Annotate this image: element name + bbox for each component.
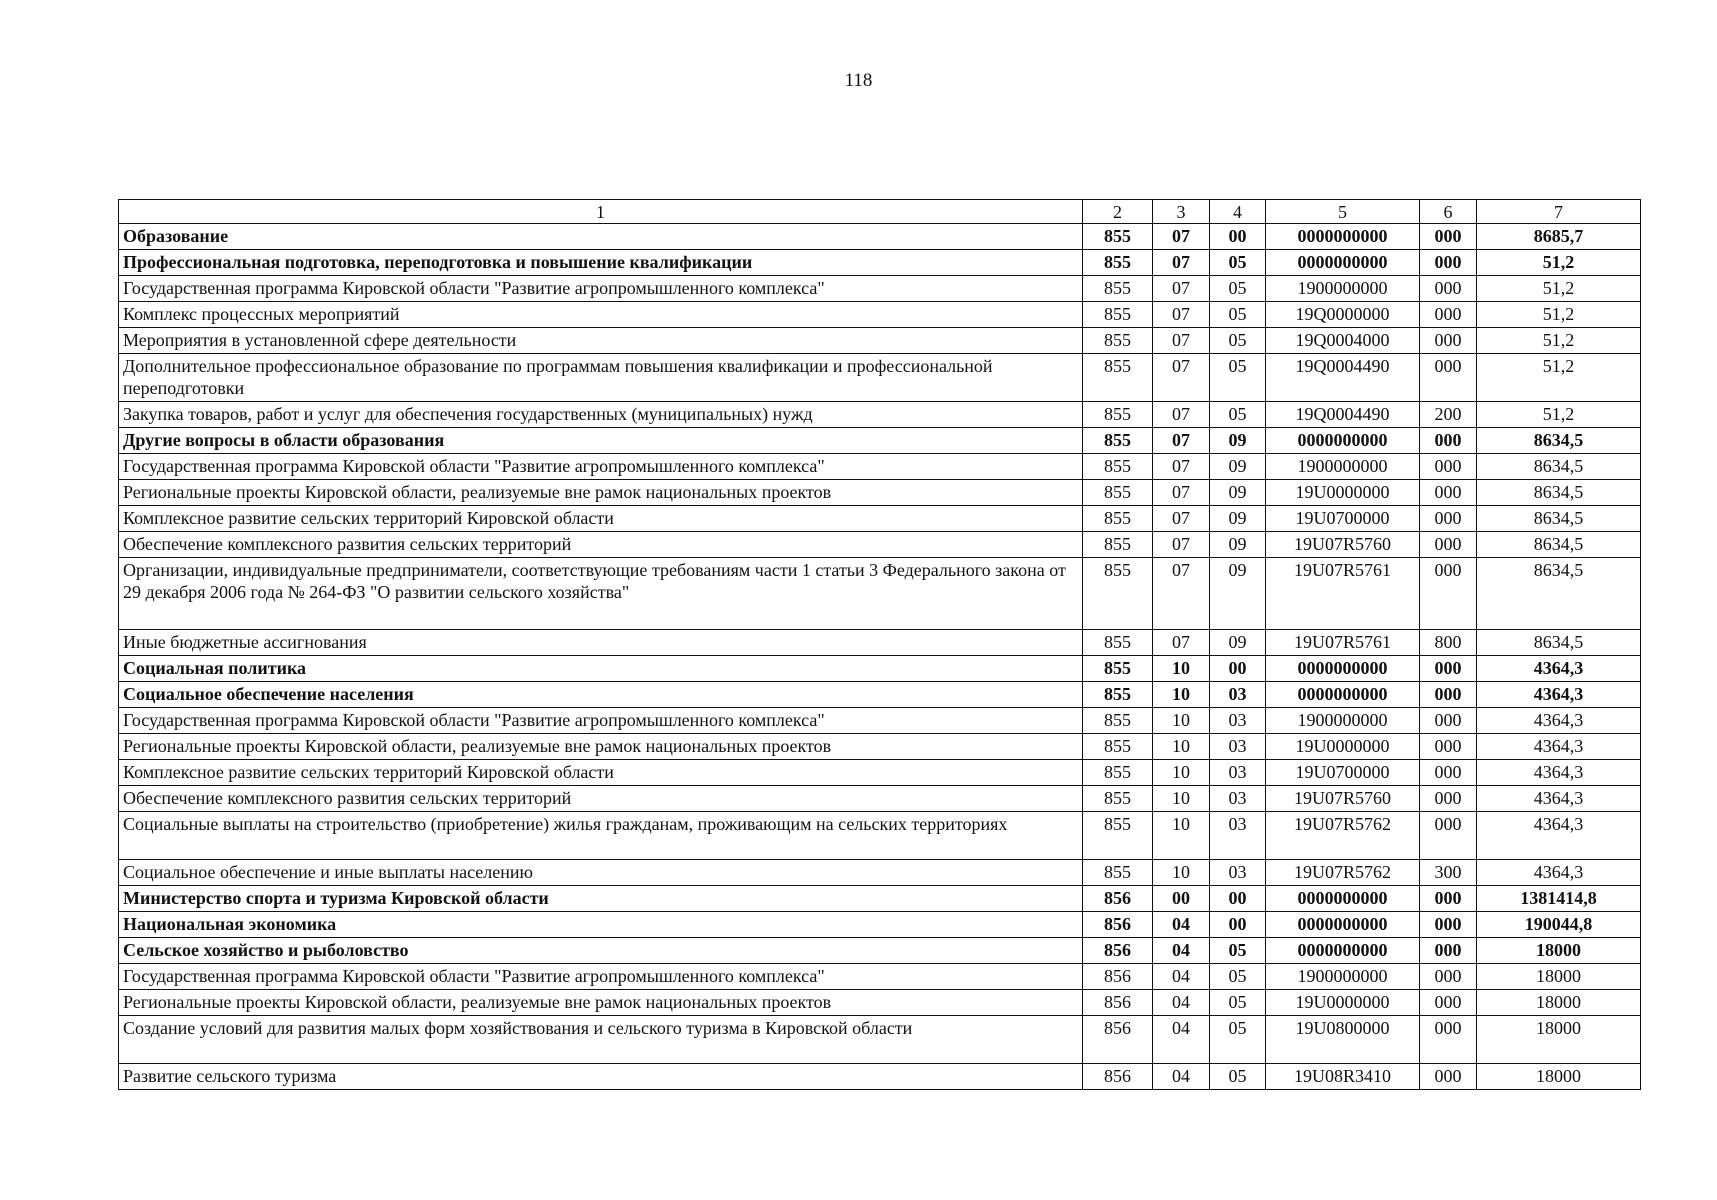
cell-col5: 0000000000 xyxy=(1266,428,1420,454)
cell-name: Комплексное развитие сельских территорий Кировской области xyxy=(119,760,1083,786)
cell-name: Государственная программа Кировской области "Развитие агропромышленного комплекса" xyxy=(119,276,1083,302)
cell-col3: 10 xyxy=(1153,682,1210,708)
cell-col5: 19U07R5762 xyxy=(1266,860,1420,886)
cell-col6: 000 xyxy=(1420,532,1477,558)
cell-name: Образование xyxy=(119,224,1083,250)
cell-col4: 03 xyxy=(1210,682,1266,708)
cell-col4: 00 xyxy=(1210,656,1266,682)
cell-col7: 18000 xyxy=(1477,938,1641,964)
table-row xyxy=(119,250,1641,276)
cell-col6: 000 xyxy=(1420,328,1477,354)
cell-col6: 000 xyxy=(1420,558,1477,630)
table-row xyxy=(119,1016,1641,1064)
cell-col6: 000 xyxy=(1420,812,1477,860)
cell-col7: 8634,5 xyxy=(1477,428,1641,454)
table-row xyxy=(119,480,1641,506)
cell-col7: 8634,5 xyxy=(1477,630,1641,656)
cell-col5: 19U07R5760 xyxy=(1266,786,1420,812)
table-row xyxy=(119,402,1641,428)
cell-col7: 4364,3 xyxy=(1477,760,1641,786)
cell-col7: 4364,3 xyxy=(1477,708,1641,734)
cell-col2: 855 xyxy=(1083,630,1153,656)
cell-col6: 000 xyxy=(1420,682,1477,708)
cell-col3: 10 xyxy=(1153,812,1210,860)
cell-col2: 856 xyxy=(1083,938,1153,964)
cell-col2: 855 xyxy=(1083,302,1153,328)
cell-name: Создание условий для развития малых форм хозяйствования и сельского туризма в Кировской области xyxy=(119,1016,1083,1064)
table-row xyxy=(119,656,1641,682)
cell-col3: 10 xyxy=(1153,656,1210,682)
cell-col5: 19U07R5761 xyxy=(1266,630,1420,656)
cell-col4: 00 xyxy=(1210,886,1266,912)
cell-col2: 855 xyxy=(1083,760,1153,786)
cell-name: Развитие сельского туризма xyxy=(119,1064,1083,1090)
table-row xyxy=(119,558,1641,630)
table-body xyxy=(119,224,1641,1090)
cell-col7: 18000 xyxy=(1477,990,1641,1016)
cell-col2: 855 xyxy=(1083,428,1153,454)
cell-col6: 000 xyxy=(1420,760,1477,786)
cell-col6: 000 xyxy=(1420,428,1477,454)
column-header-5: 5 xyxy=(1266,200,1420,224)
cell-col5: 19U07R5760 xyxy=(1266,532,1420,558)
cell-col5: 19Q0004490 xyxy=(1266,402,1420,428)
table-row xyxy=(119,428,1641,454)
cell-col6: 000 xyxy=(1420,224,1477,250)
cell-col2: 855 xyxy=(1083,532,1153,558)
cell-col5: 1900000000 xyxy=(1266,964,1420,990)
cell-col3: 07 xyxy=(1153,302,1210,328)
cell-col7: 51,2 xyxy=(1477,354,1641,402)
cell-col7: 18000 xyxy=(1477,964,1641,990)
cell-name: Сельское хозяйство и рыболовство xyxy=(119,938,1083,964)
cell-col5: 1900000000 xyxy=(1266,276,1420,302)
cell-col4: 05 xyxy=(1210,402,1266,428)
cell-col5: 0000000000 xyxy=(1266,682,1420,708)
cell-name: Региональные проекты Кировской области, реализуемые вне рамок национальных проектов xyxy=(119,480,1083,506)
table-row xyxy=(119,786,1641,812)
table-row xyxy=(119,506,1641,532)
cell-col2: 855 xyxy=(1083,354,1153,402)
cell-col5: 1900000000 xyxy=(1266,454,1420,480)
cell-col7: 8685,7 xyxy=(1477,224,1641,250)
cell-col4: 05 xyxy=(1210,938,1266,964)
cell-col6: 800 xyxy=(1420,630,1477,656)
cell-col5: 19U07R5761 xyxy=(1266,558,1420,630)
cell-name: Социальное обеспечение и иные выплаты населению xyxy=(119,860,1083,886)
cell-col6: 300 xyxy=(1420,860,1477,886)
cell-col5: 19U0000000 xyxy=(1266,990,1420,1016)
cell-col7: 51,2 xyxy=(1477,328,1641,354)
cell-col3: 07 xyxy=(1153,276,1210,302)
cell-col6: 000 xyxy=(1420,454,1477,480)
cell-col3: 07 xyxy=(1153,506,1210,532)
cell-col4: 09 xyxy=(1210,558,1266,630)
cell-col4: 05 xyxy=(1210,250,1266,276)
cell-col5: 0000000000 xyxy=(1266,886,1420,912)
table-row xyxy=(119,812,1641,860)
cell-col2: 855 xyxy=(1083,480,1153,506)
cell-col3: 07 xyxy=(1153,250,1210,276)
cell-col7: 8634,5 xyxy=(1477,454,1641,480)
cell-col3: 07 xyxy=(1153,354,1210,402)
cell-col4: 05 xyxy=(1210,964,1266,990)
table-row xyxy=(119,860,1641,886)
cell-name: Региональные проекты Кировской области, реализуемые вне рамок национальных проектов xyxy=(119,734,1083,760)
cell-col6: 000 xyxy=(1420,912,1477,938)
table-row xyxy=(119,708,1641,734)
cell-col3: 07 xyxy=(1153,532,1210,558)
cell-col2: 855 xyxy=(1083,328,1153,354)
cell-col2: 855 xyxy=(1083,734,1153,760)
cell-col4: 09 xyxy=(1210,532,1266,558)
cell-col4: 05 xyxy=(1210,328,1266,354)
cell-name: Государственная программа Кировской области "Развитие агропромышленного комплекса" xyxy=(119,454,1083,480)
cell-name: Обеспечение комплексного развития сельских территорий xyxy=(119,532,1083,558)
column-header-1: 1 xyxy=(119,200,1083,224)
cell-col7: 4364,3 xyxy=(1477,860,1641,886)
table-row xyxy=(119,328,1641,354)
table-row xyxy=(119,532,1641,558)
cell-col5: 0000000000 xyxy=(1266,938,1420,964)
cell-col7: 4364,3 xyxy=(1477,786,1641,812)
cell-col4: 03 xyxy=(1210,860,1266,886)
cell-col7: 190044,8 xyxy=(1477,912,1641,938)
cell-col3: 07 xyxy=(1153,224,1210,250)
cell-col3: 04 xyxy=(1153,964,1210,990)
table-row xyxy=(119,912,1641,938)
cell-col6: 000 xyxy=(1420,886,1477,912)
cell-name: Мероприятия в установленной сфере деятельности xyxy=(119,328,1083,354)
cell-col3: 10 xyxy=(1153,786,1210,812)
cell-col7: 51,2 xyxy=(1477,276,1641,302)
cell-col5: 19U0800000 xyxy=(1266,1016,1420,1064)
cell-col5: 0000000000 xyxy=(1266,250,1420,276)
table-row xyxy=(119,682,1641,708)
cell-col4: 00 xyxy=(1210,224,1266,250)
cell-col2: 855 xyxy=(1083,682,1153,708)
table-row xyxy=(119,354,1641,402)
cell-col6: 000 xyxy=(1420,276,1477,302)
cell-col4: 03 xyxy=(1210,734,1266,760)
cell-name: Социальные выплаты на строительство (приобретение) жилья гражданам, проживающим на сельских территориях xyxy=(119,812,1083,860)
table-row xyxy=(119,276,1641,302)
cell-name: Социальное обеспечение населения xyxy=(119,682,1083,708)
cell-col7: 51,2 xyxy=(1477,302,1641,328)
column-header-2: 2 xyxy=(1083,200,1153,224)
cell-col2: 855 xyxy=(1083,656,1153,682)
cell-col4: 05 xyxy=(1210,1016,1266,1064)
cell-col6: 000 xyxy=(1420,1016,1477,1064)
cell-col6: 000 xyxy=(1420,354,1477,402)
cell-col3: 07 xyxy=(1153,454,1210,480)
cell-col3: 04 xyxy=(1153,912,1210,938)
cell-col4: 05 xyxy=(1210,990,1266,1016)
cell-col2: 856 xyxy=(1083,1016,1153,1064)
cell-col3: 07 xyxy=(1153,328,1210,354)
cell-col5: 0000000000 xyxy=(1266,656,1420,682)
column-header-4: 4 xyxy=(1210,200,1266,224)
cell-name: Профессиональная подготовка, переподготовка и повышение квалификации xyxy=(119,250,1083,276)
cell-name: Закупка товаров, работ и услуг для обеспечения государственных (муниципальных) нужд xyxy=(119,402,1083,428)
cell-col7: 51,2 xyxy=(1477,402,1641,428)
cell-name: Национальная экономика xyxy=(119,912,1083,938)
cell-col6: 000 xyxy=(1420,302,1477,328)
cell-name: Комплекс процессных мероприятий xyxy=(119,302,1083,328)
cell-col2: 855 xyxy=(1083,708,1153,734)
table-row xyxy=(119,734,1641,760)
cell-col3: 10 xyxy=(1153,860,1210,886)
cell-col4: 05 xyxy=(1210,276,1266,302)
cell-name: Социальная политика xyxy=(119,656,1083,682)
cell-col4: 09 xyxy=(1210,506,1266,532)
cell-col2: 856 xyxy=(1083,1064,1153,1090)
cell-col3: 07 xyxy=(1153,558,1210,630)
cell-col5: 19U07R5762 xyxy=(1266,812,1420,860)
cell-col3: 00 xyxy=(1153,886,1210,912)
cell-col6: 000 xyxy=(1420,480,1477,506)
cell-col3: 07 xyxy=(1153,480,1210,506)
cell-col2: 855 xyxy=(1083,506,1153,532)
cell-col2: 855 xyxy=(1083,250,1153,276)
budget-table xyxy=(118,199,1641,1090)
cell-col5: 19Q0004000 xyxy=(1266,328,1420,354)
cell-name: Комплексное развитие сельских территорий Кировской области xyxy=(119,506,1083,532)
cell-col7: 4364,3 xyxy=(1477,682,1641,708)
cell-col5: 19U0000000 xyxy=(1266,480,1420,506)
cell-col6: 200 xyxy=(1420,402,1477,428)
cell-col7: 18000 xyxy=(1477,1064,1641,1090)
cell-col6: 000 xyxy=(1420,964,1477,990)
cell-col5: 19U0700000 xyxy=(1266,506,1420,532)
cell-col2: 855 xyxy=(1083,786,1153,812)
cell-col5: 1900000000 xyxy=(1266,708,1420,734)
cell-col2: 855 xyxy=(1083,276,1153,302)
cell-col4: 00 xyxy=(1210,912,1266,938)
cell-col4: 09 xyxy=(1210,428,1266,454)
cell-col3: 04 xyxy=(1153,938,1210,964)
cell-col6: 000 xyxy=(1420,1064,1477,1090)
cell-col5: 0000000000 xyxy=(1266,912,1420,938)
cell-col5: 19U08R3410 xyxy=(1266,1064,1420,1090)
column-header-3: 3 xyxy=(1153,200,1210,224)
cell-col7: 8634,5 xyxy=(1477,532,1641,558)
cell-name: Государственная программа Кировской области "Развитие агропромышленного комплекса" xyxy=(119,708,1083,734)
header-row xyxy=(119,200,1641,224)
table-row xyxy=(119,224,1641,250)
cell-col2: 855 xyxy=(1083,454,1153,480)
cell-col4: 03 xyxy=(1210,760,1266,786)
cell-col7: 4364,3 xyxy=(1477,812,1641,860)
cell-col7: 1381414,8 xyxy=(1477,886,1641,912)
cell-col6: 000 xyxy=(1420,938,1477,964)
cell-name: Государственная программа Кировской области "Развитие агропромышленного комплекса" xyxy=(119,964,1083,990)
cell-name: Дополнительное профессиональное образование по программам повышения квалификации и профессиональной переподготовки xyxy=(119,354,1083,402)
cell-col6: 000 xyxy=(1420,250,1477,276)
cell-col2: 856 xyxy=(1083,912,1153,938)
cell-col3: 10 xyxy=(1153,760,1210,786)
cell-col6: 000 xyxy=(1420,786,1477,812)
cell-col5: 19Q0004490 xyxy=(1266,354,1420,402)
table-row xyxy=(119,630,1641,656)
cell-col6: 000 xyxy=(1420,506,1477,532)
table-row xyxy=(119,454,1641,480)
table-row xyxy=(119,990,1641,1016)
cell-col5: 19U0700000 xyxy=(1266,760,1420,786)
cell-col4: 05 xyxy=(1210,302,1266,328)
cell-col4: 03 xyxy=(1210,812,1266,860)
cell-col5: 0000000000 xyxy=(1266,224,1420,250)
column-header-7: 7 xyxy=(1477,200,1641,224)
cell-col4: 09 xyxy=(1210,630,1266,656)
cell-name: Министерство спорта и туризма Кировской области xyxy=(119,886,1083,912)
cell-name: Организации, индивидуальные предприниматели, соответствующие требованиям части 1 статьи 3 Федерального закона от 29 декабря 2006 года № 264-ФЗ "О развитии сельского хозяйства" xyxy=(119,558,1083,630)
cell-col2: 856 xyxy=(1083,990,1153,1016)
cell-col6: 000 xyxy=(1420,708,1477,734)
cell-col7: 4364,3 xyxy=(1477,734,1641,760)
cell-col4: 09 xyxy=(1210,454,1266,480)
table-row xyxy=(119,760,1641,786)
cell-name: Другие вопросы в области образования xyxy=(119,428,1083,454)
cell-col3: 04 xyxy=(1153,990,1210,1016)
cell-col2: 855 xyxy=(1083,402,1153,428)
cell-col5: 19Q0000000 xyxy=(1266,302,1420,328)
cell-col2: 856 xyxy=(1083,886,1153,912)
cell-col7: 8634,5 xyxy=(1477,558,1641,630)
table-row xyxy=(119,964,1641,990)
cell-col4: 03 xyxy=(1210,786,1266,812)
cell-col7: 8634,5 xyxy=(1477,506,1641,532)
cell-col4: 05 xyxy=(1210,354,1266,402)
cell-name: Региональные проекты Кировской области, реализуемые вне рамок национальных проектов xyxy=(119,990,1083,1016)
cell-col6: 000 xyxy=(1420,990,1477,1016)
cell-name: Обеспечение комплексного развития сельских территорий xyxy=(119,786,1083,812)
cell-col2: 856 xyxy=(1083,964,1153,990)
cell-col4: 09 xyxy=(1210,480,1266,506)
cell-col6: 000 xyxy=(1420,656,1477,682)
cell-col3: 04 xyxy=(1153,1064,1210,1090)
cell-col3: 07 xyxy=(1153,402,1210,428)
cell-col2: 855 xyxy=(1083,224,1153,250)
cell-name: Иные бюджетные ассигнования xyxy=(119,630,1083,656)
table-row xyxy=(119,1064,1641,1090)
cell-col2: 855 xyxy=(1083,558,1153,630)
cell-col3: 10 xyxy=(1153,734,1210,760)
table-row xyxy=(119,302,1641,328)
column-header-6: 6 xyxy=(1420,200,1477,224)
cell-col3: 07 xyxy=(1153,630,1210,656)
cell-col4: 05 xyxy=(1210,1064,1266,1090)
page-number: 118 xyxy=(844,70,873,91)
table-row xyxy=(119,938,1641,964)
cell-col7: 18000 xyxy=(1477,1016,1641,1064)
cell-col2: 855 xyxy=(1083,812,1153,860)
cell-col3: 10 xyxy=(1153,708,1210,734)
cell-col7: 8634,5 xyxy=(1477,480,1641,506)
cell-col6: 000 xyxy=(1420,734,1477,760)
cell-col7: 51,2 xyxy=(1477,250,1641,276)
cell-col5: 19U0000000 xyxy=(1266,734,1420,760)
cell-col2: 855 xyxy=(1083,860,1153,886)
table-row xyxy=(119,886,1641,912)
cell-col3: 07 xyxy=(1153,428,1210,454)
cell-col3: 04 xyxy=(1153,1016,1210,1064)
cell-col4: 03 xyxy=(1210,708,1266,734)
cell-col7: 4364,3 xyxy=(1477,656,1641,682)
